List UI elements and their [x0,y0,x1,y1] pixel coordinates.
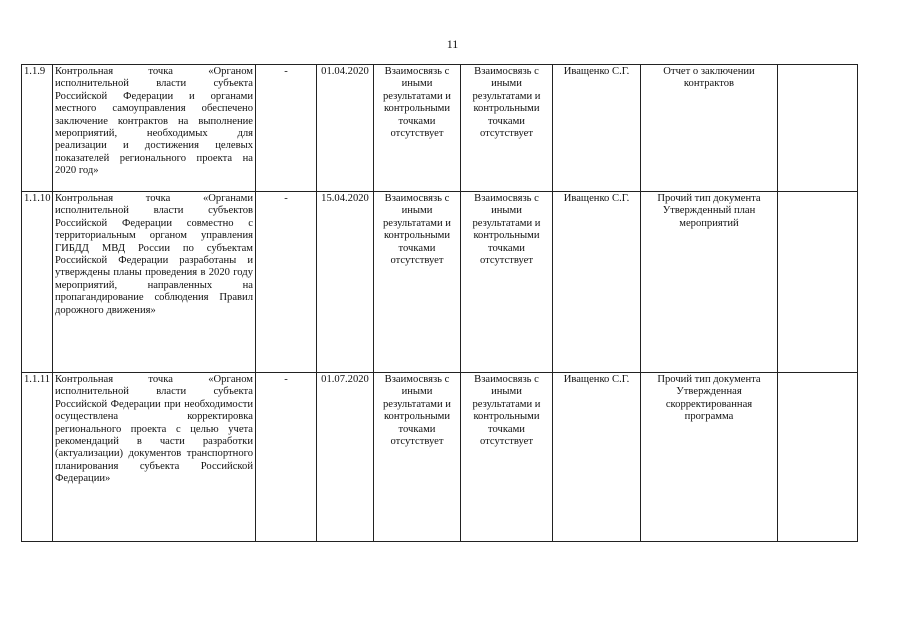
end-date: 15.04.2020 [317,192,374,373]
link-next: Взаимосвязь с иными результатами и контрольными точками отсутствует [461,192,553,373]
control-point-description: Контрольная точка «Органом исполнительной власти субъекта Российской Федерации при необходимости осуществлена корректировка регионального проекта с целью учета рекомендаций в части разработки (актуализации) документов транспортного планирования субъекта Российской Федерации» [53,373,256,542]
empty-cell [778,192,858,373]
result-document: Прочий тип документа Утвержденная скорректированная программа [641,373,778,542]
row-number: 1.1.11 [22,373,53,542]
link-previous: Взаимосвязь с иными результатами и контрольными точками отсутствует [374,65,461,192]
table-row [22,65,858,192]
result-document: Прочий тип документа Утвержденный план мероприятий [641,192,778,373]
start-date: - [256,192,317,373]
start-date: - [256,373,317,542]
empty-cell [778,65,858,192]
row-number: 1.1.10 [22,192,53,373]
control-point-description: Контрольная точка «Органами исполнительной власти субъектов Российской Федерации совместно с территориальным органом управления ГИБДД МВД России по субъектам Российской Федерации разработаны и утверждены планы проведения в 2020 году мероприятий, направленных на пропагандирование соблюдения Правил дорожного движения» [53,192,256,373]
page-number: 11 [446,37,459,51]
link-previous: Взаимосвязь с иными результатами и контрольными точками отсутствует [374,192,461,373]
control-point-description: Контрольная точка «Органом исполнительной власти субъекта Российской Федерации и органами местного самоуправления обеспечено заключение контрактов на выполнение мероприятий, необходимых для реализации и достижения целевых показателей регионального проекта на 2020 год» [53,65,256,192]
link-next: Взаимосвязь с иными результатами и контрольными точками отсутствует [461,373,553,542]
start-date: - [256,65,317,192]
row-number: 1.1.9 [22,65,53,192]
table-row [22,192,858,373]
link-next: Взаимосвязь с иными результатами и контрольными точками отсутствует [461,65,553,192]
responsible-person: Иващенко С.Г. [553,65,641,192]
table-row [22,373,858,542]
empty-cell [778,373,858,542]
end-date: 01.04.2020 [317,65,374,192]
responsible-person: Иващенко С.Г. [553,373,641,542]
link-previous: Взаимосвязь с иными результатами и контрольными точками отсутствует [374,373,461,542]
end-date: 01.07.2020 [317,373,374,542]
responsible-person: Иващенко С.Г. [553,192,641,373]
control-points-table [21,64,858,542]
result-document: Отчет о заключении контрактов [641,65,778,192]
